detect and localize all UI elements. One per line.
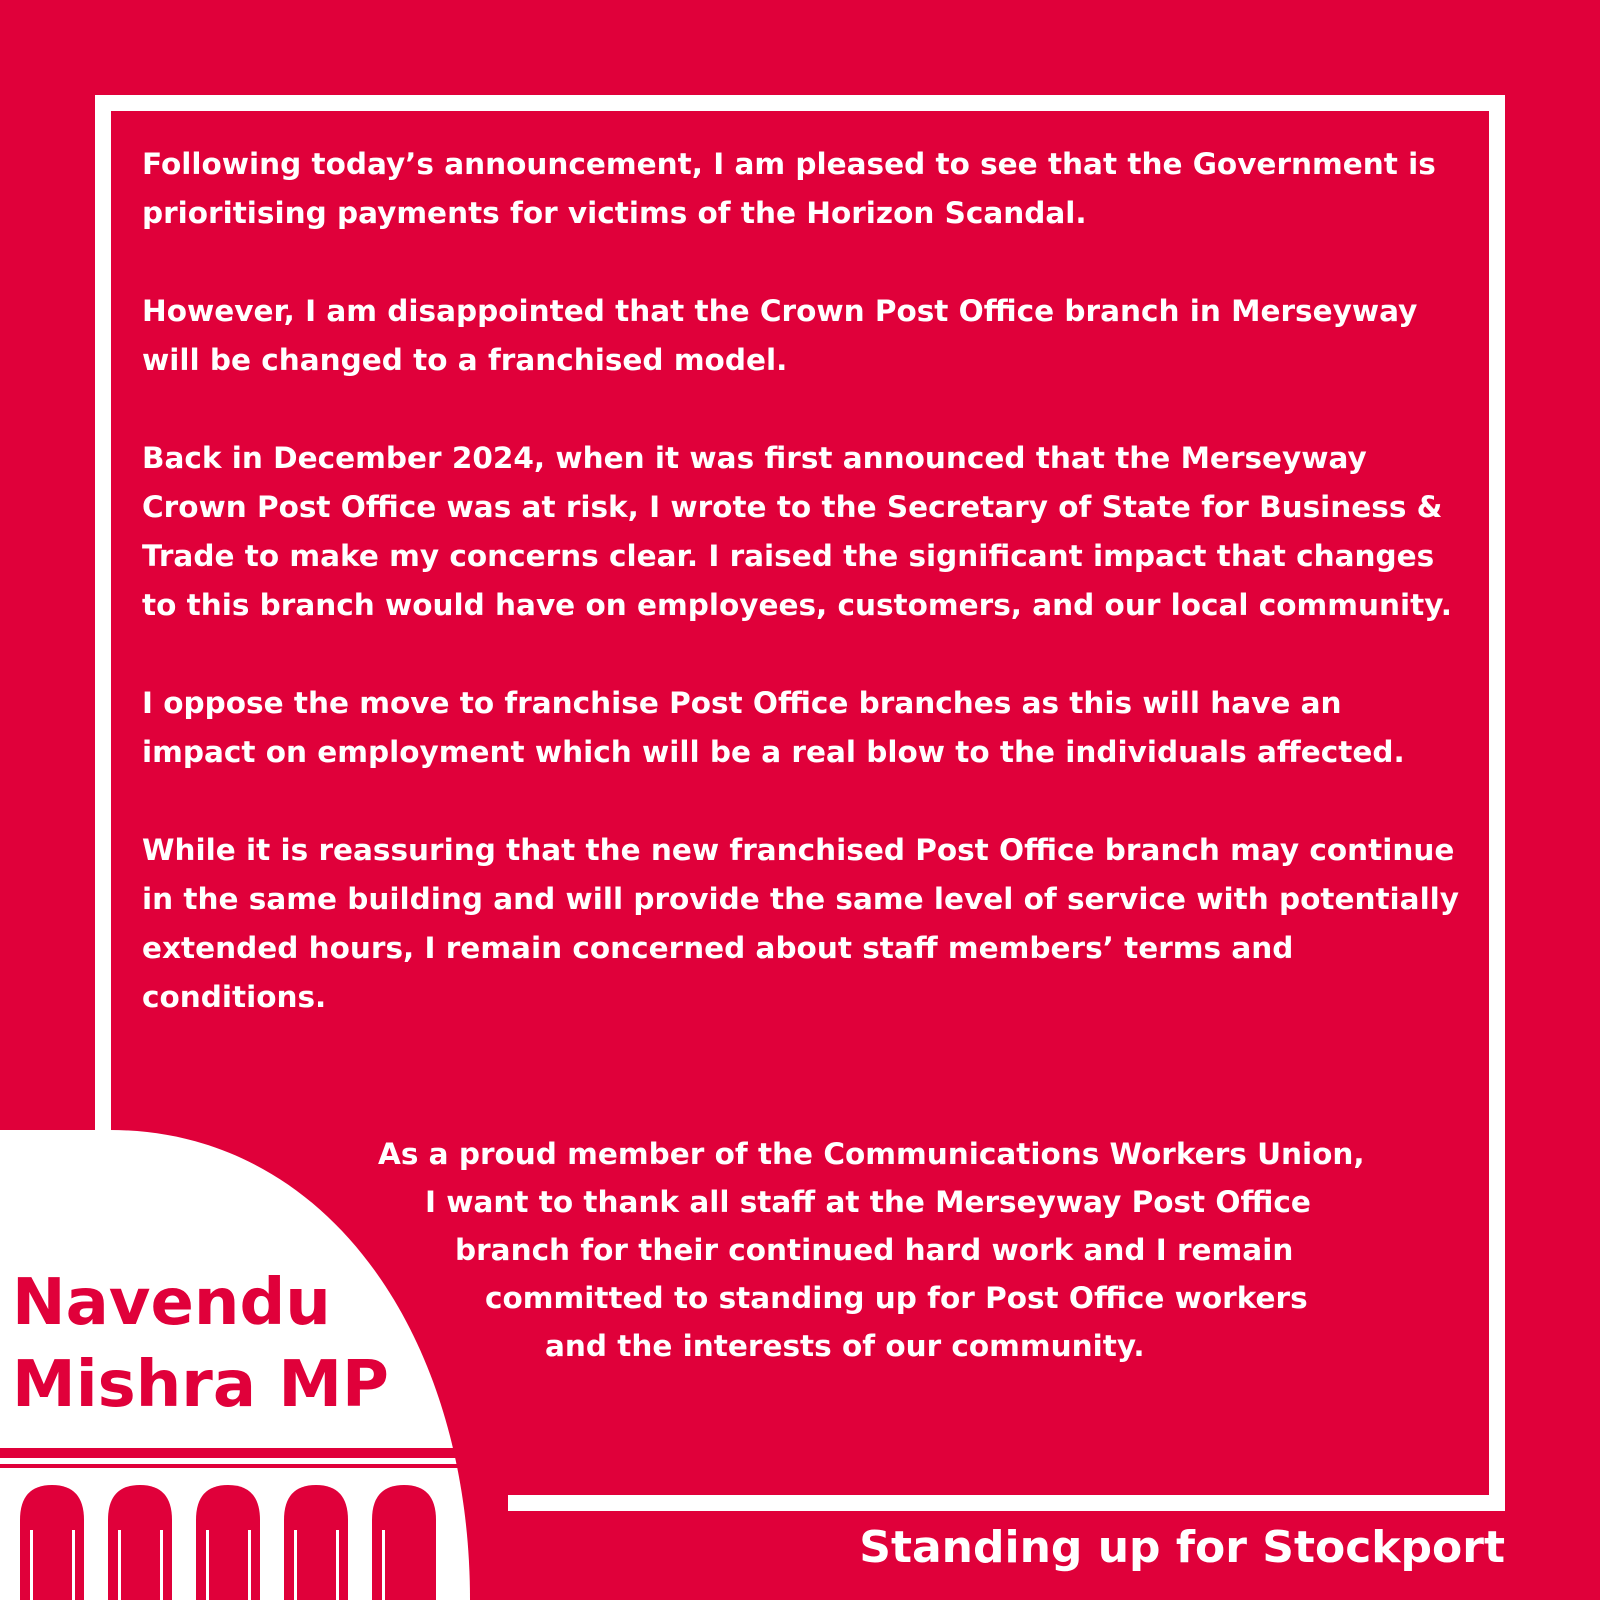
mp-name-logo (12, 1262, 389, 1426)
closing-line: branch for their continued hard work and I remain (455, 1233, 1294, 1267)
closing-line: and the interests of our community. (545, 1329, 1145, 1363)
paragraph-concern: While it is reassuring that the new franchised Post Office branch may continue in the same building and will provide the same level of service with potentially extended hours, I remain concerned about staff members’ terms and conditions. (142, 833, 1460, 1014)
closing-statement (360, 1130, 1490, 1370)
closing-line: I want to thank all staff at the Merseyway Post Office (425, 1185, 1311, 1219)
paragraph-opposition: I oppose the move to franchise Post Office branches as this will have an impact on employment which will be a real blow to the individuals affected. (142, 686, 1405, 769)
frame-left-border (95, 95, 111, 1130)
tagline: Standing up for Stockport (859, 1522, 1505, 1573)
frame-top-border (95, 95, 1505, 111)
closing-line: committed to standing up for Post Office workers (485, 1281, 1308, 1315)
logo-name-line1: Navendu (12, 1266, 331, 1340)
paragraph-letter: Back in December 2024, when it was first announced that the Merseyway Crown Post Office was at risk, I wrote to the Secretary of State for Business & Trade to make my concerns clear. I raised the significant impact that changes to this branch would have on employees, customers, and our local community. (142, 441, 1452, 622)
closing-line: As a proud member of the Communications Workers Union, (378, 1137, 1365, 1171)
frame-bottom-border (508, 1495, 1505, 1511)
paragraph-announcement: Following today’s announcement, I am pleased to see that the Government is prioritising payments for victims of the Horizon Scandal. (142, 147, 1436, 230)
paragraph-disappointment: However, I am disappointed that the Crown Post Office branch in Merseyway will be changed to a franchised model. (142, 294, 1418, 377)
frame-right-border (1489, 95, 1505, 1511)
statement-body (142, 140, 1462, 1022)
logo-name-line2: Mishra MP (12, 1348, 389, 1422)
